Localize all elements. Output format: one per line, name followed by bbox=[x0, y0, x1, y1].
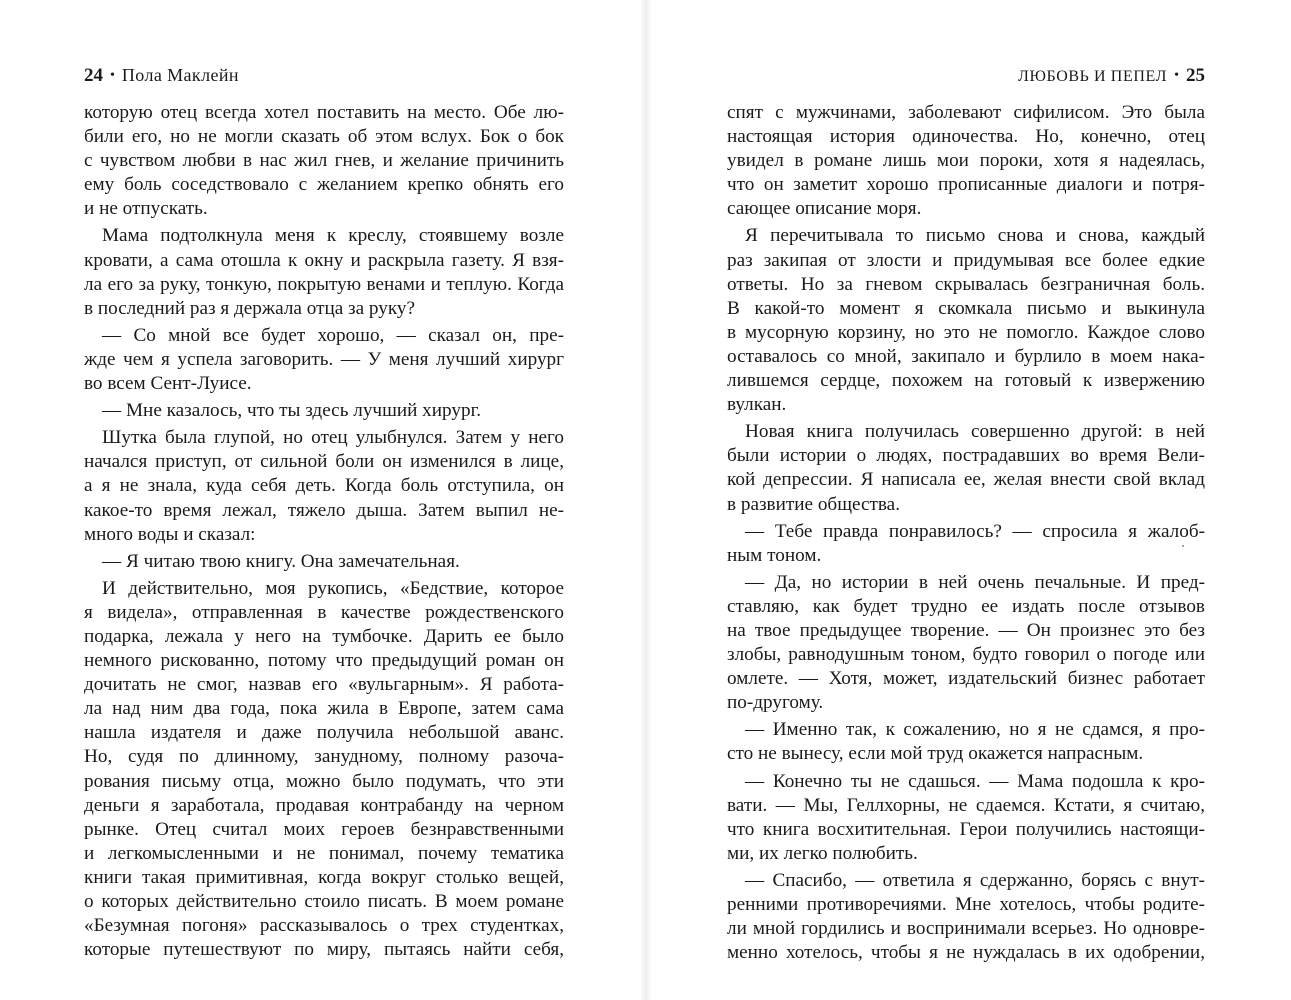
text-line: ренними противоречиями. Мне хотелось, чтобы родите- bbox=[727, 894, 1205, 915]
text-line: — Мне казалось, что ты здесь лучший хирург. bbox=[102, 400, 482, 422]
author-name: Пола Маклейн bbox=[121, 65, 239, 85]
text-line: жде чем я успела заговорить. — У меня лучший хирург bbox=[84, 348, 564, 370]
text-line: вати. — Мы, Геллхорны, не сдаемся. Кстати, я считаю, bbox=[727, 794, 1205, 816]
text-line: ему боль соседствовало с желанием крепко обнять его bbox=[84, 174, 564, 196]
text-line: ответы. Но за гневом скрывалась безграничная боль. bbox=[727, 273, 1205, 295]
text-line: Новая книга получилась совершенно другой: в ней bbox=[745, 421, 1205, 443]
text-line: рования письму отца, можно было подумать, что эти bbox=[84, 770, 564, 792]
text-line: били его, но не могли сказать об этом вслух. Бок о бок bbox=[84, 126, 564, 148]
text-line: какое-то время лежал, тяжело дыша. Затем выпил не- bbox=[84, 499, 564, 521]
left-head-separator: • bbox=[110, 68, 115, 83]
left-page bbox=[84, 0, 564, 1000]
text-line: лившемся сердце, похожем на готовый к извержению bbox=[727, 370, 1205, 392]
left-page-number: 24 bbox=[84, 65, 103, 86]
text-line: на твое предыдущее творение. — Он произнес это без bbox=[727, 619, 1205, 641]
text-line: деньги я заработала, продавая контрабанду на черном bbox=[84, 794, 564, 816]
book-title: ЛЮБОВЬ И ПЕПЕЛ bbox=[1018, 68, 1168, 85]
text-line: ми, их легко полюбить. bbox=[727, 842, 918, 864]
text-line: которые путешествуют по миру, пытаясь найти себя, bbox=[84, 939, 564, 961]
text-line: подарка, лежала у него на тумбочке. Дарить ее было bbox=[84, 625, 564, 647]
text-line: а я не знала, куда себя деть. Когда боль отступила, он bbox=[84, 475, 564, 497]
right-page-text bbox=[727, 101, 1205, 965]
text-line: — Я читаю твою книгу. Она замечательная. bbox=[102, 550, 460, 572]
text-line: Но, судя по длинному, занудному, полному разоча- bbox=[84, 746, 564, 768]
text-line: ставляю, как будет трудно ее издать после отзывов bbox=[727, 595, 1205, 617]
right-head-separator: • bbox=[1174, 68, 1179, 83]
text-line: в последний раз я держала отца за руку? bbox=[84, 297, 416, 319]
text-line: — Со мной все будет хорошо, — сказал он, пре- bbox=[102, 324, 564, 346]
text-line: Шутка была глупой, но отец улыбнулся. Затем у него bbox=[102, 427, 564, 449]
text-line: В какой-то момент я скомкала письмо и выкинула bbox=[727, 297, 1205, 319]
text-line: много воды и сказал: bbox=[84, 523, 256, 545]
text-line: что он заметит хорошо прописанные диалоги и потря- bbox=[727, 174, 1205, 196]
text-line: кой депрессии. Я написала ее, желая внести свой вклад bbox=[727, 469, 1205, 491]
text-line: — Именно так, к сожалению, но я не сдамся, я про- bbox=[745, 719, 1205, 741]
text-line: в развитие общества. bbox=[727, 493, 900, 515]
text-line: с чувством любви в нас жил гнев, и желание причинить bbox=[84, 150, 564, 172]
text-line: начался приступ, от сильной боли он изменился в лице, bbox=[84, 451, 564, 473]
text-line: книги такая примитивная, когда вокруг столько вещей, bbox=[84, 866, 564, 888]
text-line: нашла издателя и даже получила небольшой аванс. bbox=[84, 722, 564, 744]
text-line: Я перечитывала то письмо снова и снова, каждый bbox=[745, 225, 1205, 247]
text-line: — Да, но истории в ней очень печальные. И пред- bbox=[745, 571, 1205, 593]
text-line: ли мной гордились и воспринимали всерьез. Но одновре- bbox=[727, 918, 1205, 940]
text-line: немного рискованно, потому что предыдущий роман он bbox=[84, 650, 564, 672]
book-gutter bbox=[640, 0, 652, 1000]
text-line: дочитать не смог, назвав его «вульгарным». Я работа- bbox=[84, 674, 564, 696]
text-line: сто не вынесу, если мой труд окажется напрасным. bbox=[727, 743, 1144, 765]
left-page-text bbox=[84, 101, 564, 962]
text-line: я видела», отправленная в качестве рождественского bbox=[84, 601, 564, 623]
text-line: во всем Сент-Луисе. bbox=[84, 373, 252, 395]
text-line: — Тебе правда понравилось? — спросила я жалоб- bbox=[745, 520, 1205, 542]
paper-speck bbox=[1182, 545, 1184, 547]
text-line: рынке. Отец считал моих героев безнравственными bbox=[84, 818, 564, 840]
text-line: омлете. — Хотя, может, издательский бизнес работает bbox=[727, 668, 1205, 690]
text-line: ла над ним два года, пока жила в Европе, затем сама bbox=[84, 698, 564, 720]
text-line: — Конечно ты не сдашься. — Мама подошла к кро- bbox=[745, 770, 1205, 792]
right-running-head bbox=[727, 63, 1205, 87]
text-line: были истории о людях, пострадавших во время Вели- bbox=[727, 445, 1205, 467]
text-line: и легкомысленными и не понимал, почему тематика bbox=[84, 842, 564, 864]
text-line: — Спасибо, — ответила я сдержанно, борясь с внут- bbox=[745, 869, 1205, 891]
text-line: «Безумная погоня» рассказывалось о трех студентках, bbox=[84, 915, 564, 937]
text-line: вулкан. bbox=[727, 394, 787, 416]
text-line: И действительно, моя рукопись, «Бедствие, которое bbox=[102, 577, 564, 599]
text-line: Мама подтолкнула меня к креслу, стоявшему возле bbox=[102, 225, 564, 247]
text-line: ным тоном. bbox=[727, 544, 822, 566]
text-line: злобы, равнодушным тоном, будто говорил о погоде или bbox=[727, 644, 1205, 666]
right-page-number: 25 bbox=[1186, 65, 1205, 86]
text-line: оставалось со мной, закипало и бурлило в моем нака- bbox=[727, 345, 1205, 367]
text-line: по-другому. bbox=[727, 692, 824, 714]
text-line: которую отец всегда хотел поставить на место. Обе лю- bbox=[84, 102, 564, 123]
text-line: что книга восхитительная. Герои получились настоящи- bbox=[727, 818, 1205, 840]
text-line: о которых действительно стоило писать. В моем романе bbox=[84, 891, 564, 912]
text-line: и не отпускать. bbox=[84, 198, 208, 220]
text-line: менно хотелось, чтобы я не нуждалась в их одобрении, bbox=[727, 942, 1205, 964]
text-line: ла его за руку, тонкую, покрытую венами и теплую. Когда bbox=[84, 273, 564, 295]
text-line: кровати, а сама отошла к окну и раскрыла газету. Я взя- bbox=[84, 249, 564, 271]
text-line: настоящая история одиночества. Но, конечно, отец bbox=[727, 126, 1205, 148]
text-line: спят с мужчинами, заболевают сифилисом. Это была bbox=[727, 102, 1205, 123]
left-running-head bbox=[84, 63, 564, 87]
text-line: раз закипая от злости и придумывая все более едкие bbox=[727, 249, 1205, 271]
right-page bbox=[727, 0, 1205, 1000]
text-line: сающее описание моря. bbox=[727, 198, 922, 220]
text-line: увидел в романе лишь мои пороки, хотя я надеялась, bbox=[727, 150, 1205, 172]
text-line: в мусорную корзину, но это не помогло. Каждое слово bbox=[727, 321, 1205, 343]
